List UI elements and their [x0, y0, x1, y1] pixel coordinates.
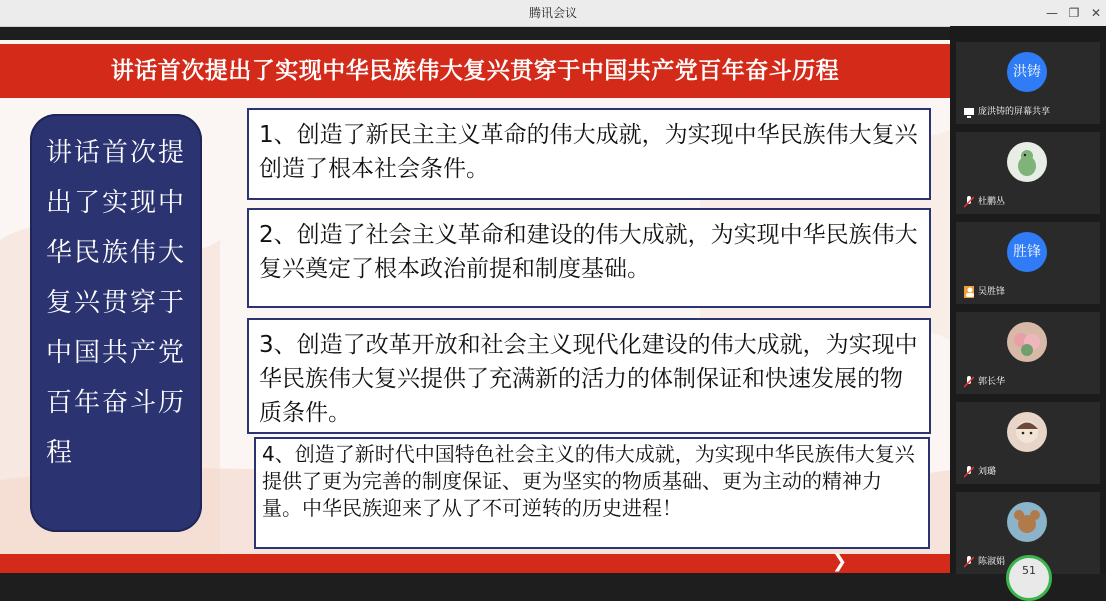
point-box-2 [247, 208, 931, 308]
slide-title-banner [0, 44, 950, 98]
participant-name: 吴胜锋 [978, 287, 1006, 297]
point-box-1 [247, 108, 931, 200]
mic-muted-icon [964, 196, 974, 208]
user-icon [964, 286, 974, 298]
flower-avatar-icon [1007, 322, 1047, 362]
mic-muted-icon [964, 466, 974, 478]
participant-panel[interactable] [950, 26, 1106, 573]
level-badge: 51 [1006, 555, 1052, 601]
minimize-button[interactable]: — [1046, 6, 1058, 20]
window-title-bar [0, 0, 1106, 27]
participant-avatar: 胜锋 [1007, 232, 1047, 272]
participant-name: 刘璐 [978, 467, 997, 477]
participant-name: 陈淑娟 [978, 557, 1006, 567]
participant-tile[interactable] [956, 402, 1100, 484]
restore-button[interactable]: ❐ [1068, 6, 1080, 20]
close-button[interactable]: ✕ [1090, 6, 1102, 20]
point-box-4 [254, 437, 930, 549]
participant-avatar [1007, 412, 1047, 452]
side-summary-text: 讲话首次提出了实现中华民族伟大复兴贯穿于中国共产党百年奋斗历程 [46, 138, 187, 468]
participant-name: 杜鹏丛 [978, 197, 1006, 207]
participant-avatar [1007, 142, 1047, 182]
screen-share-icon [964, 106, 974, 118]
window-title: 腾讯会议 [528, 6, 577, 20]
participant-tile[interactable] [956, 312, 1100, 394]
cartoon-avatar-icon [1007, 412, 1047, 452]
slide-title: 讲话首次提出了实现中华民族伟大复兴贯穿于中国共产党百年奋斗历程 [110, 58, 840, 84]
participant-tile[interactable] [956, 222, 1100, 304]
participant-avatar [1007, 502, 1047, 542]
participant-avatar: 洪铸 [1007, 52, 1047, 92]
participant-tile[interactable] [956, 42, 1100, 124]
point-box-3 [247, 318, 931, 434]
point-text-4: 4、创造了新时代中国特色社会主义的伟大成就，为实现中华民族伟大复兴提供了更为完善的制度保证、更为坚实的物质基础、更为主动的精神力量。中华民族迎来了从了不可逆转的历史进程！ [262, 442, 915, 520]
dinosaur-avatar-icon [1007, 142, 1047, 182]
mouse-avatar-icon [1007, 502, 1047, 542]
mic-muted-icon [964, 556, 974, 568]
point-text-1: 1、创造了新民主主义革命的伟大成就，为实现中华民族伟大复兴创造了根本社会条件。 [259, 122, 918, 182]
participant-name: 郭长华 [978, 377, 1006, 387]
slide-footer-strip [0, 551, 950, 573]
participant-tile[interactable] [956, 132, 1100, 214]
shared-screen-slide [0, 40, 950, 573]
point-text-3: 3、创造了改革开放和社会主义现代化建设的伟大成就，为实现中华民族伟大复兴提供了充满新的活力的体制保证和快速发展的物质条件。 [259, 332, 918, 426]
chevron-right-icon: ❯ [832, 551, 848, 572]
point-text-2: 2、创造了社会主义革命和建设的伟大成就，为实现中华民族伟大复兴奠定了根本政治前提和制度基础。 [259, 222, 918, 282]
participant-avatar [1007, 322, 1047, 362]
side-summary-box [30, 114, 202, 532]
mic-muted-icon [964, 376, 974, 388]
participant-name: 庞洪铸的屏幕共享 [978, 107, 1051, 117]
